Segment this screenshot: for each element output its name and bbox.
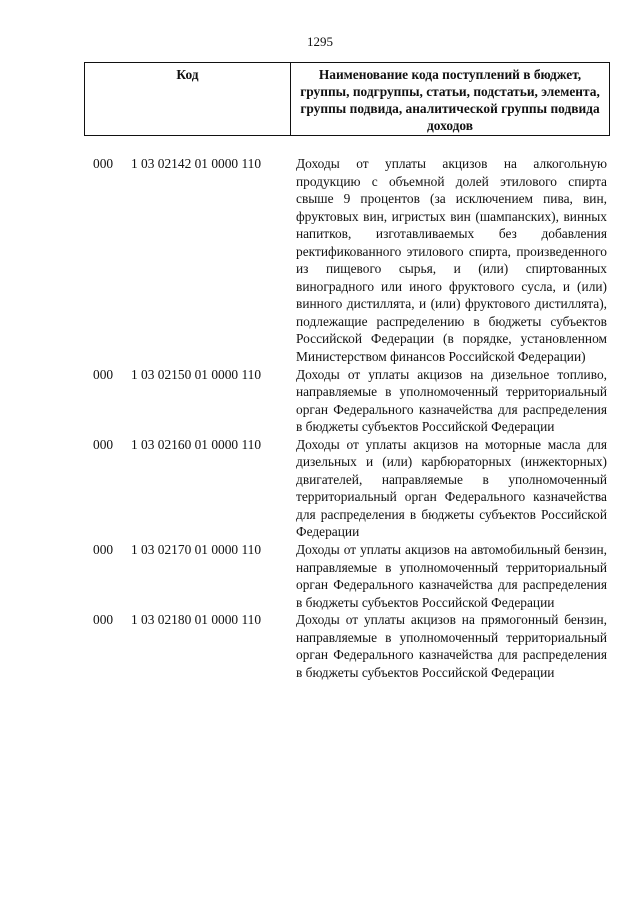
admin-code: 000 xyxy=(93,366,114,382)
table-row xyxy=(93,611,607,681)
revenue-code: 1 03 02160 01 0000 110 xyxy=(131,436,262,452)
revenue-code: 1 03 02142 01 0000 110 xyxy=(131,156,262,171)
admin-code: 000 xyxy=(93,156,114,171)
page-number: 1295 xyxy=(307,34,333,49)
header-name-column: Наименование кода поступлений в бюджет, группы, подгруппы, статьи, подстатьи, элемента, группы подвида, аналитической группы подвида доходов xyxy=(300,67,600,133)
revenue-description: Доходы от уплаты акцизов на алкогольную продукцию с объемной долей этилового спирта свыше 9 процентов (за исключением пива, вин, фруктовых вин, игристых вин (шампанских), винных напитков, изготавливаемых без добавления ректификованного этилового спирта, произведенного из пищевого сырья, и (или) спиртованных виноградного или иного фруктового сусла, и (или) винного дистиллята, и (или) фруктового дистиллята), подлежащие распределению в бюджеты субъектов Российской Федерации (в порядке, установленном Министерством финансов Российской Федерации) xyxy=(296,156,607,365)
revenue-description: Доходы от уплаты акцизов на дизельное топливо, направляемые в уполномоченный территориальный орган Федерального казначейства для распределения в бюджеты субъектов Российской Федерации xyxy=(296,366,607,435)
revenue-description: Доходы от уплаты акцизов на автомобильный бензин, направляемые в уполномоченный территориальный орган Федерального казначейства для распределения в бюджеты субъектов Российской Федерации xyxy=(296,542,607,610)
table-row xyxy=(93,541,607,611)
admin-code: 000 xyxy=(93,436,114,452)
admin-code: 000 xyxy=(93,612,114,628)
table-row xyxy=(93,366,607,436)
table-header xyxy=(84,62,610,136)
revenue-code-list xyxy=(93,155,607,681)
revenue-code: 1 03 02170 01 0000 110 xyxy=(131,542,262,558)
revenue-code: 1 03 02180 01 0000 110 xyxy=(131,612,262,628)
table-row xyxy=(93,436,607,541)
revenue-description: Доходы от уплаты акцизов на прямогонный бензин, направляемые в уполномоченный территориальный орган Федерального казначейства для распределения в бюджеты субъектов Российской Федерации xyxy=(296,612,607,680)
table-row xyxy=(93,155,607,366)
revenue-description: Доходы от уплаты акцизов на моторные масла для дизельных и (или) карбюраторных (инжекторных) двигателей, направляемые в уполномоченный территориальный орган Федерального казначейства для распределения в бюджеты субъектов Российской Федерации xyxy=(296,436,607,540)
revenue-code: 1 03 02150 01 0000 110 xyxy=(131,366,262,382)
header-code-column: Код xyxy=(85,63,291,135)
admin-code: 000 xyxy=(93,542,114,558)
